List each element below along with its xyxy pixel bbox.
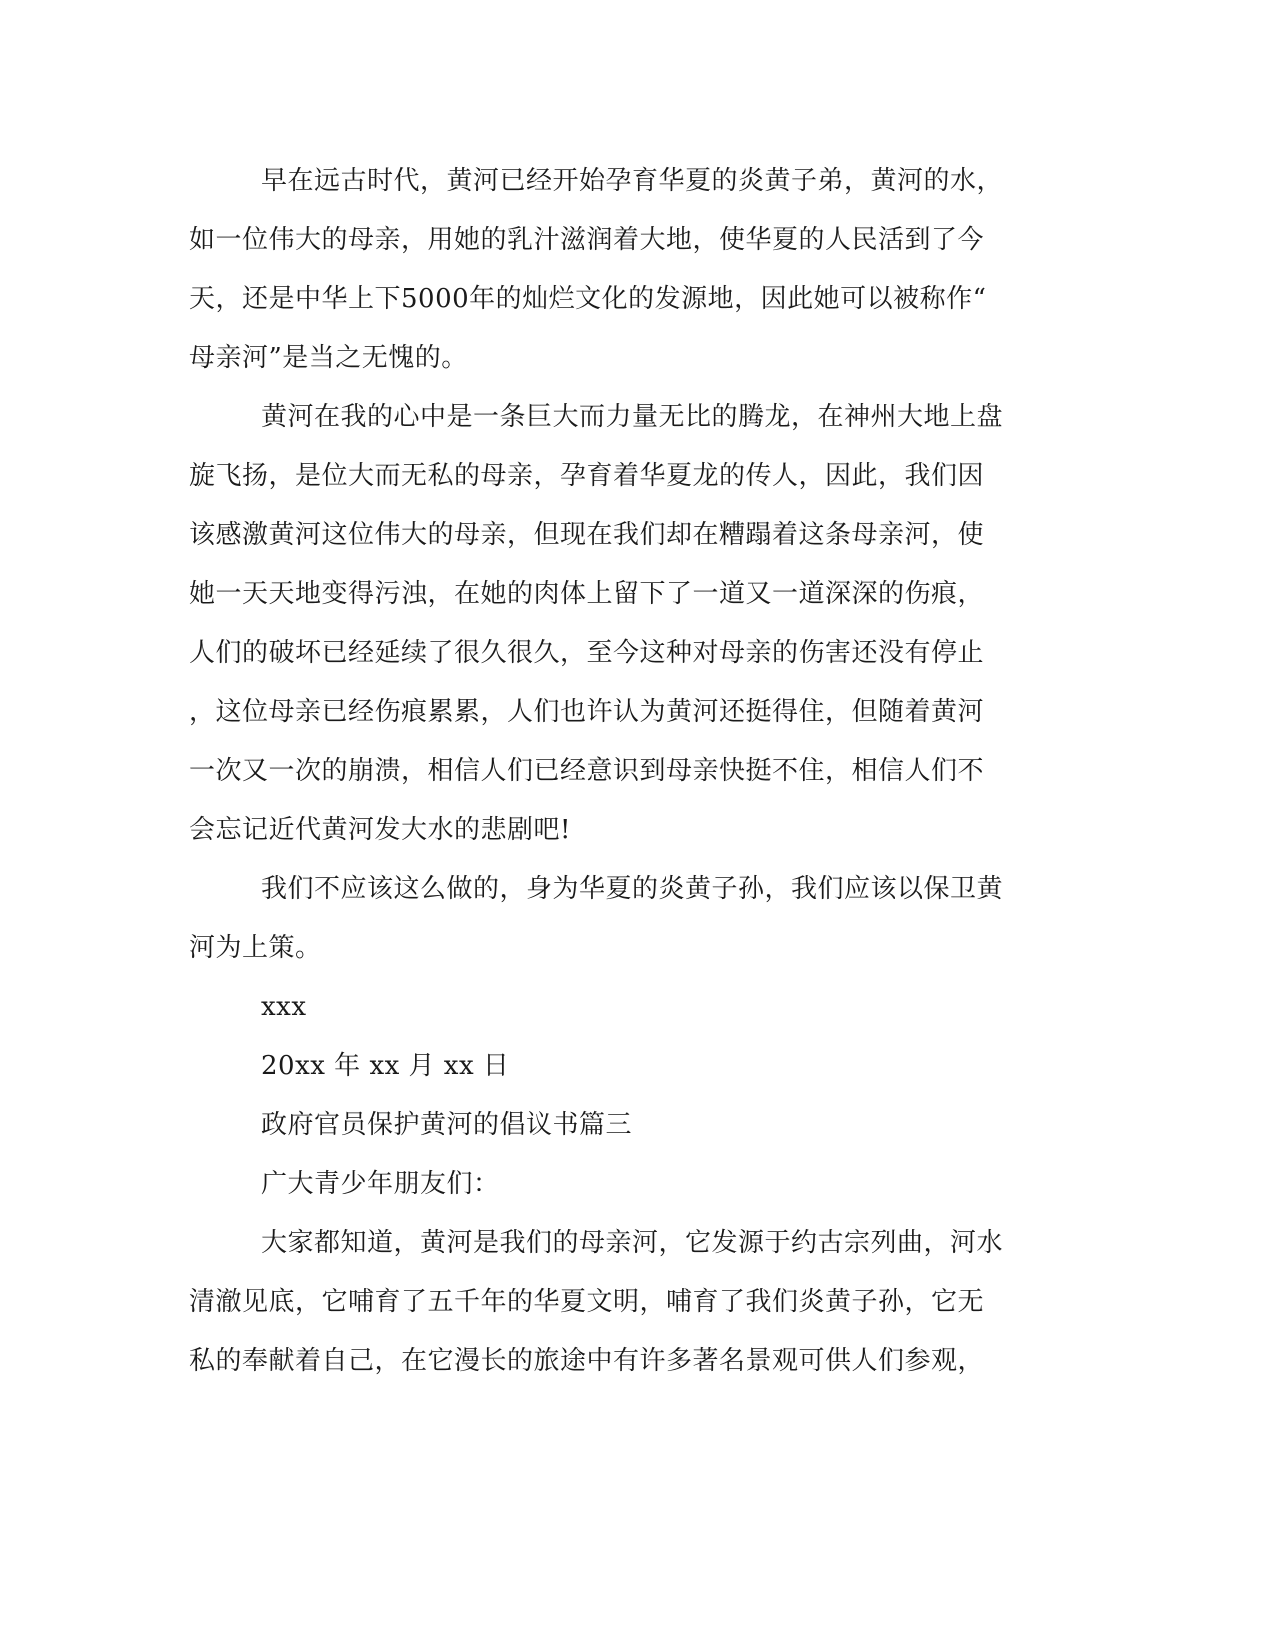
- section-title: 政府官员保护黄河的倡议书篇三: [261, 1110, 633, 1140]
- text-line: 我们不应该这么做的，身为华夏的炎黄子孙，我们应该以保卫黄: [261, 874, 1004, 904]
- text-line: 私的奉献着自己，在它漫长的旅途中有许多著名景观可供人们参观，: [189, 1346, 985, 1376]
- text-line: 天，还是中华上下5000年的灿烂文化的发源地，因此她可以被称作“: [189, 284, 987, 314]
- text-line: 人们的破坏已经延续了很久很久，至今这种对母亲的伤害还没有停止: [189, 638, 985, 668]
- text-line: 她一天天地变得污浊，在她的肉体上留下了一道又一道深深的伤痕，: [189, 579, 985, 609]
- salutation: 广大青少年朋友们：: [261, 1169, 500, 1199]
- text-line: 该感激黄河这位伟大的母亲，但现在我们却在糟蹋着这条母亲河，使: [189, 520, 985, 550]
- text-line: 会忘记近代黄河发大水的悲剧吧!: [189, 815, 571, 845]
- text-line: 旋飞扬，是位大而无私的母亲，孕育着华夏龙的传人，因此，我们因: [189, 461, 985, 491]
- text-line: 清澈见底，它哺育了五千年的华夏文明，哺育了我们炎黄子孙，它无: [189, 1287, 985, 1317]
- text-line: 如一位伟大的母亲，用她的乳汁滋润着大地，使华夏的人民活到了今: [189, 225, 985, 255]
- text-line: 河为上策。: [189, 933, 322, 963]
- text-line: 大家都知道，黄河是我们的母亲河，它发源于约古宗列曲，河水: [261, 1228, 1004, 1258]
- signature-date: 20xx 年 xx 月 xx 日: [261, 1051, 510, 1081]
- text-line: ，这位母亲已经伤痕累累，人们也许认为黄河还挺得住，但随着黄河: [189, 697, 985, 727]
- signature-name: xxx: [261, 992, 307, 1022]
- text-line: 早在远古时代，黄河已经开始孕育华夏的炎黄子弟，黄河的水，: [261, 166, 1004, 196]
- text-line: 一次又一次的崩溃，相信人们已经意识到母亲快挺不住，相信人们不: [189, 756, 985, 786]
- text-line: 母亲河”是当之无愧的。: [189, 343, 468, 373]
- text-line: 黄河在我的心中是一条巨大而力量无比的腾龙，在神州大地上盘: [261, 402, 1004, 432]
